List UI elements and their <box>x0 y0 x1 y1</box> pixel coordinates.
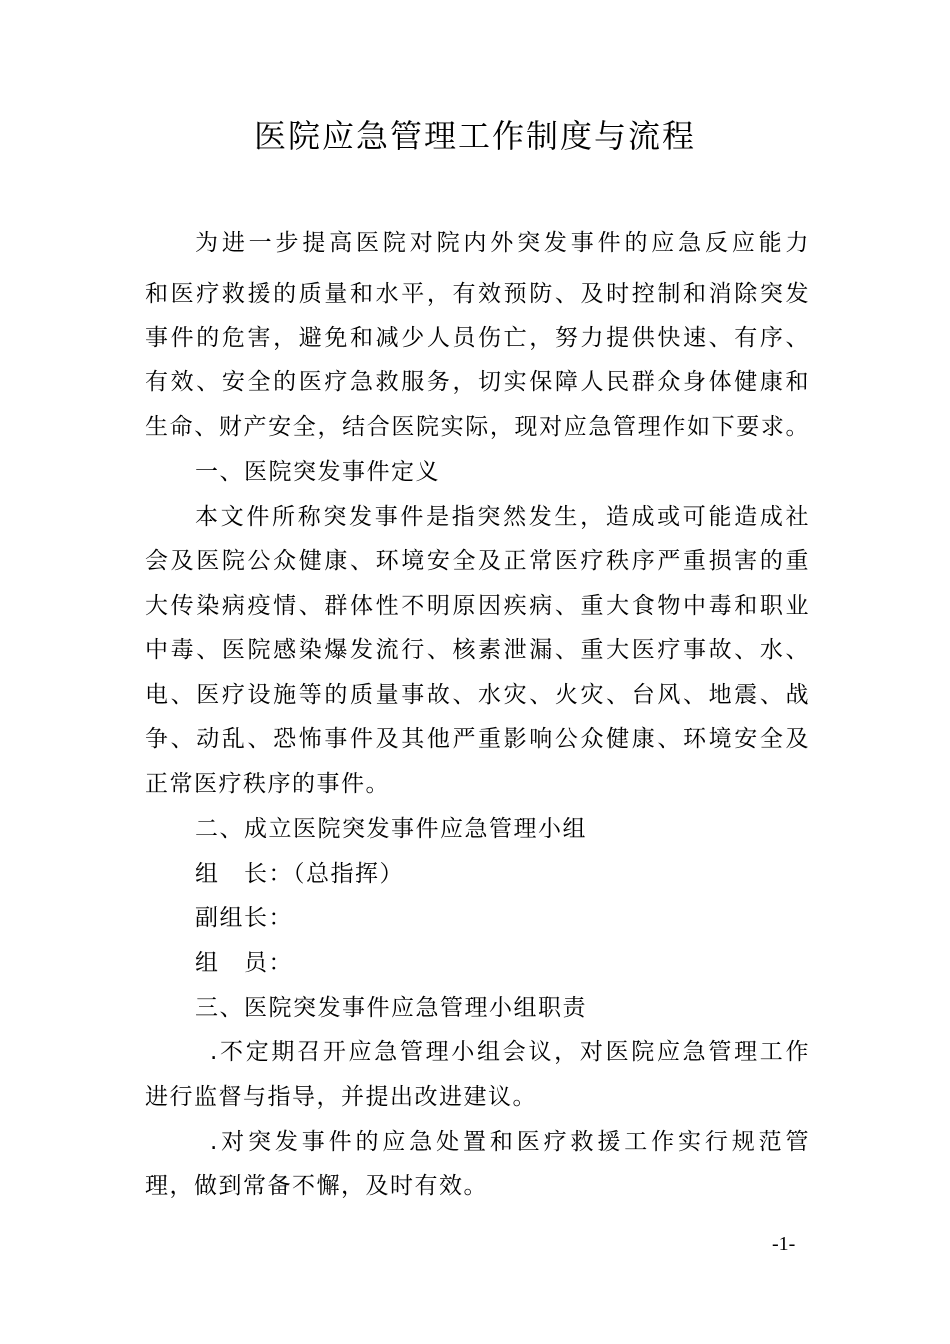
document-title: 医院应急管理工作制度与流程 <box>253 117 696 155</box>
duty-2-line-2: 理，做到常备不懈，及时有效。 <box>145 1173 488 1199</box>
intro-line-2: 和医疗救援的质量和水平，有效预防、及时控制和消除突发 <box>145 281 810 307</box>
intro-line-4: 有效、安全的医疗急救服务，切实保障人民群众身体健康和 <box>145 369 810 395</box>
section-1-line-1: 本文件所称突发事件是指突然发生，造成或可能造成社 <box>195 504 810 530</box>
section-3-heading: 三、医院突发事件应急管理小组职责 <box>195 995 587 1021</box>
section-1-line-5: 电、医疗设施等的质量事故、水灾、火灾、台风、地震、战 <box>145 682 810 708</box>
duty-1-line-1: .不定期召开应急管理小组会议，对医院应急管理工作 <box>210 1039 810 1065</box>
section-1-line-6: 争、动乱、恐怖事件及其他严重影响公众健康、环境安全及 <box>145 726 810 752</box>
duty-1-line-2: 进行监督与指导，并提出改进建议。 <box>145 1084 537 1110</box>
section-1-heading: 一、医院突发事件定义 <box>195 459 440 485</box>
group-leader-line: 组 长：（总指挥） <box>195 861 404 887</box>
intro-line-3: 事件的危害，避免和减少人员伤亡，努力提供快速、有序、 <box>145 325 810 351</box>
section-1-line-7: 正常医疗秩序的事件。 <box>145 771 390 797</box>
deputy-leader-line: 副组长： <box>195 905 293 931</box>
intro-line-1: 为进一步提高医院对院内外突发事件的应急反应能力 <box>195 230 810 256</box>
intro-line-5: 生命、财产安全，结合医院实际，现对应急管理作如下要求。 <box>145 414 810 440</box>
section-1-line-2: 会及医院公众健康、环境安全及正常医疗秩序严重损害的重 <box>145 548 810 574</box>
members-line: 组 员： <box>195 950 293 976</box>
section-1-line-3: 大传染病疫情、群体性不明原因疾病、重大食物中毒和职业 <box>145 593 810 619</box>
section-1-line-4: 中毒、医院感染爆发流行、核素泄漏、重大医疗事故、水、 <box>145 637 810 663</box>
section-2-heading: 二、成立医院突发事件应急管理小组 <box>195 816 587 842</box>
duty-2-line-1: .对突发事件的应急处置和医疗救援工作实行规范管 <box>210 1129 810 1155</box>
page-number: -1- <box>772 1233 796 1255</box>
